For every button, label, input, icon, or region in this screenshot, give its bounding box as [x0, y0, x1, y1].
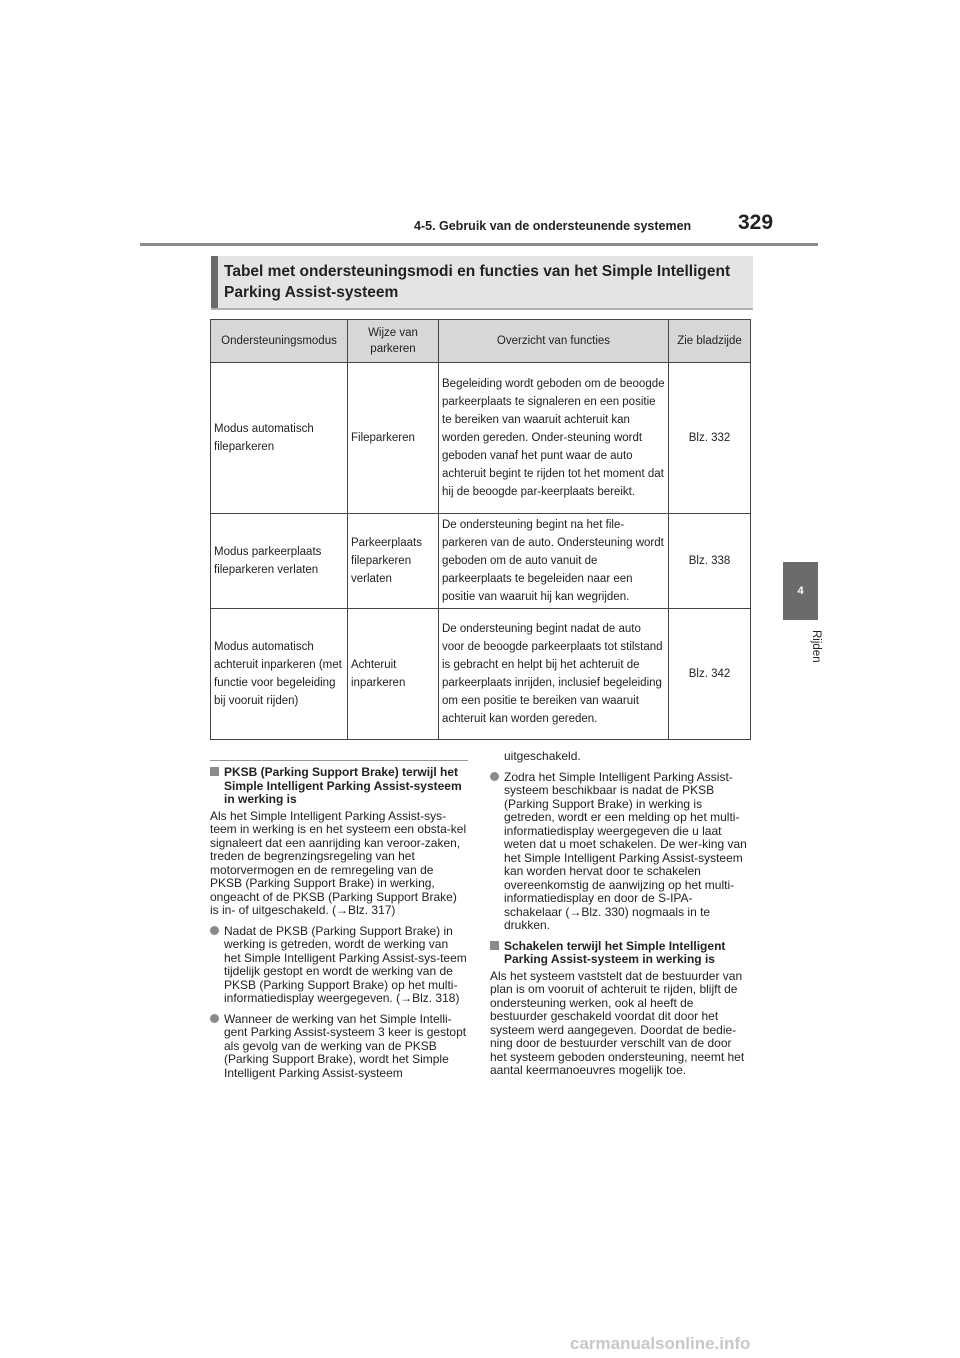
section-heading-box [211, 256, 753, 310]
header-see-page: Zie bladzijde [669, 320, 751, 363]
section-heading-bar [211, 256, 218, 308]
chapter-label: Rijden [810, 630, 822, 663]
header-section-title: 4-5. Gebruik van de ondersteunende systemen [414, 219, 692, 233]
list-item-text: Wanneer de werking van het Simple Intelli-gent Parking Assist-systeem 3 keer is gestopt als gevolg van de werking van de PKSB (Parking Support Brake), wordt het Simple Intelligent Parking Assist-systeem [224, 1011, 467, 1080]
table-row [211, 514, 751, 609]
table-row [211, 609, 751, 740]
table-row [211, 363, 751, 514]
header-support-mode: Ondersteuningsmodus [211, 320, 348, 363]
cell-mode: Modus automatisch achteruit inparkeren (met functie voor begeleiding bij vooruit rijden) [211, 609, 348, 740]
right-column [490, 750, 748, 1085]
cell-page-ref[interactable]: Blz. 338 [669, 514, 751, 609]
circle-bullet-icon [210, 1014, 219, 1023]
cell-page-ref[interactable]: Blz. 342 [669, 609, 751, 740]
table-header-row [211, 320, 751, 363]
cell-method: Achteruit inparkeren [348, 609, 439, 740]
cell-overview: De ondersteuning begint na het file-parkeren van de auto. Ondersteuning wordt geboden om de auto vanuit de parkeerplaats te begeleiden naar een positie van waaruit hij kan wegrijden. [439, 514, 669, 609]
list-item [490, 771, 748, 933]
watermark: carmanualsonline.info [570, 1334, 751, 1353]
square-bullet-icon [210, 767, 219, 776]
subheading-text: Schakelen terwijl het Simple Intelligent Parking Assist-systeem in werking is [504, 938, 726, 966]
paragraph: Als het Simple Intelligent Parking Assist-sys-teem in werking is en het systeem een obsta-kel signaleert dat een aanrijding kan veroor-zaken, treden de begrenzingsregeling van het motorvermogen en de remregeling van de PKSB (Parking Support Brake) in werking, ongeacht of de PKSB (Parking Support Brake) is in- of uitgeschakeld. (→Blz. 317) [210, 808, 467, 917]
list-item-text: Nadat de PKSB (Parking Support Brake) in werking is getreden, wordt de werking van het Simple Intelligent Parking Assist-sys-teem tijdelijk gestopt en wordt de werking van de PKSB (Parking Support Brake) op het multi-informatiedisplay weergegeven. (→Blz. 318) [224, 923, 467, 1005]
list-item [210, 1013, 468, 1081]
header-function-overview: Overzicht van functies [439, 320, 669, 363]
continuation-text: uitgeschakeld. [504, 749, 581, 763]
cell-overview: Begeleiding wordt geboden om de beoogde parkeerplaats te signaleren en een positie te bereiken van waaruit achteruit kan worden gereden. Onder-steuning wordt geboden vanaf het punt waar de auto achteruit begint te rijden tot het moment dat hij de beoogde par-keerplaats bereikt. [439, 363, 669, 514]
circle-bullet-icon [490, 772, 499, 781]
list-item-text: Zodra het Simple Intelligent Parking Assist-systeem beschikbaar is nadat de PKSB (Parking Support Brake) in werking is getreden, wordt er een melding op het multi-informatiedisplay weergegeven die u laat weten dat u moet schakelen. De wer-king van het Simple Intelligent Parking Assist-systeem kan worden hervat door te schakelen overeenkomstig de aanwijzing op het multi-informatiedisplay en door de S-IPA-schakelaar (→Blz. 330) nogmaals in te drukken. [504, 769, 747, 932]
subheading-text: PKSB (Parking Support Brake) terwijl het Simple Intelligent Parking Assist-systeem in werking is [224, 765, 462, 806]
paragraph: Als het systeem vaststelt dat de bestuurder van plan is om vooruit of achteruit te rijden, blijft de ondersteuning werken, ook al heeft de bestuurder geschakeld voordat dit door het systeem werd aangegeven. Doordat de bedie-ning door de bestuurder verschilt van de door het systeem geboden ondersteuning, neemt het aantal keermanoeuvres mogelijk toe. [490, 968, 745, 1077]
cell-mode: Modus automatisch fileparkeren [211, 363, 348, 514]
square-bullet-icon [490, 941, 499, 950]
header-parking-method: Wijze van parkeren [348, 320, 439, 363]
chapter-tab: 4 [783, 562, 818, 620]
support-modes-table [210, 319, 751, 740]
left-column [210, 766, 468, 1087]
column-divider [210, 760, 468, 761]
cell-page-ref[interactable]: Blz. 332 [669, 363, 751, 514]
cell-mode: Modus parkeerplaats fileparkeren verlaten [211, 514, 348, 609]
cell-overview: De ondersteuning begint nadat de auto voor de beoogde parkeerplaats tot stilstand is gebracht en helpt bij het achteruit de parkeerplaats inrijden, inclusief begeleiding om een positie te bereiken van waaruit achteruit kan worden gereden. [439, 609, 669, 740]
subheading-shifting [490, 940, 748, 967]
header-rule [140, 243, 818, 246]
list-item [210, 925, 468, 1006]
cell-method: Fileparkeren [348, 363, 439, 514]
circle-bullet-icon [210, 926, 219, 935]
section-title: Tabel met ondersteuningsmodi en functies van het Simple Intelligent Parking Assist-systeem [224, 263, 731, 301]
subheading-pksb [210, 766, 468, 807]
cell-method: Parkeerplaats fileparkeren verlaten [348, 514, 439, 609]
page-number: 329 [738, 211, 774, 234]
